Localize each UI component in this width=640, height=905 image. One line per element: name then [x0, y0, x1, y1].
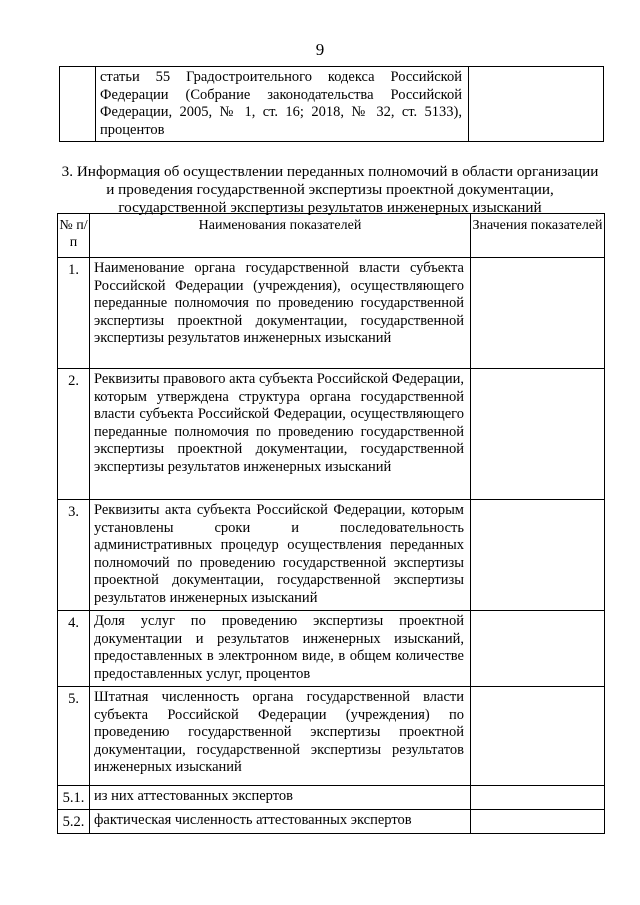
section-heading-line-1: 3. Информация об осуществлении переданных полномочий в области организации [61, 163, 599, 180]
row-num: 5.2. [58, 810, 90, 834]
row-num: 3. [58, 500, 90, 611]
top-text-cell: статьи 55 Градостроительного кодекса Российской Федерации (Собрание законодательства Российской Федерации, 2005, № 1, ст. 16; 2018, № 32, ст. 5133), процентов [96, 67, 469, 142]
top-value-cell [469, 67, 604, 142]
row-value [471, 611, 605, 687]
row-num: 2. [58, 369, 90, 500]
section-heading [60, 163, 600, 217]
row-text: Наименование органа государственной власти субъекта Российской Федерации (учреждения), осуществляющего переданные полномочия по проведению государственной экспертизы проектной документации, государственной экспертизы результатов инженерных изысканий [90, 258, 471, 369]
top-num-cell [60, 67, 96, 142]
table-row [58, 687, 605, 786]
row-num: 1. [58, 258, 90, 369]
row-text: Реквизиты правового акта субъекта Российской Федерации, которым утверждена структура органа государственной власти субъекта Российской Федерации, осуществляющего переданные полномочия по проведению государственной экспертизы проектной документации, государственной экспертизы результатов инженерных изысканий [90, 369, 471, 500]
row-value [471, 258, 605, 369]
header-name: Наименования показателей [90, 214, 471, 258]
table-row [58, 500, 605, 611]
section-heading-line-2: и проведения государственной экспертизы проектной документации, [106, 181, 554, 198]
table-row [58, 611, 605, 687]
row-num: 4. [58, 611, 90, 687]
table-row [58, 369, 605, 500]
row-num: 5.1. [58, 786, 90, 810]
page-number: 9 [315, 40, 325, 59]
header-value: Значения показателей [471, 214, 605, 258]
row-text: Штатная численность органа государственной власти субъекта Российской Федерации (учреждения) по проведению государственной экспертизы проектной документации, государственной экспертизы результатов инженерных изысканий [90, 687, 471, 786]
top-table-continuation [59, 66, 604, 142]
row-text: фактическая численность аттестованных экспертов [90, 810, 471, 834]
table-row [58, 786, 605, 810]
table-header-row [58, 214, 605, 258]
row-text: Доля услуг по проведению экспертизы проектной документации и результатов инженерных изысканий, предоставленных в электронном виде, в общем количестве предоставленных услуг, процентов [90, 611, 471, 687]
section-heading-line-3: государственной экспертизы результатов инженерных изысканий [118, 199, 542, 216]
indicators-table [57, 213, 605, 834]
row-text: из них аттестованных экспертов [90, 786, 471, 810]
row-value [471, 369, 605, 500]
row-value [471, 810, 605, 834]
table-row [58, 810, 605, 834]
row-value [471, 786, 605, 810]
row-num: 5. [58, 687, 90, 786]
row-value [471, 500, 605, 611]
header-num: № п/п [58, 214, 90, 258]
table-row [58, 258, 605, 369]
row-text: Реквизиты акта субъекта Российской Федерации, которым установлены сроки и последовательность административных процедур осуществления переданных полномочий по проведению государственной экспертизы проектной документации, государственной экспертизы результатов инженерных изысканий [90, 500, 471, 611]
row-value [471, 687, 605, 786]
